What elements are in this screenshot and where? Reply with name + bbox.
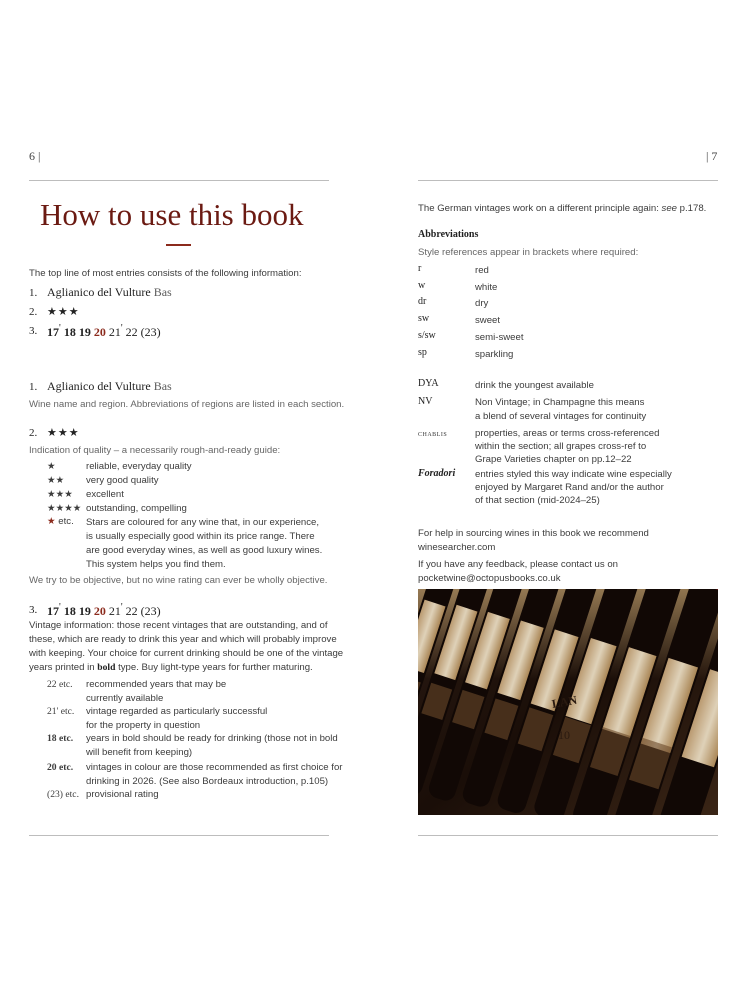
feedback-text-line: If you have any feedback, please contact us on xyxy=(418,559,619,570)
section-number: 1. xyxy=(29,381,38,393)
section-number: 3. xyxy=(29,604,38,616)
style-value: sparkling xyxy=(475,349,514,360)
style-value: red xyxy=(475,265,489,276)
foradori-value-line: entries styled this way indicate wine especially xyxy=(475,469,672,480)
feedback-email: pocketwine@octopusbooks.co.uk xyxy=(418,573,561,584)
style-value: white xyxy=(475,282,498,293)
section1-desc: Wine name and region. Abbreviations of regions are listed in each section. xyxy=(29,399,345,410)
rating-symbol: ★ xyxy=(47,461,56,472)
coloured-star-key: ★ etc. xyxy=(47,516,74,527)
title-underline xyxy=(166,244,191,246)
foradori-key: Foradori xyxy=(418,468,456,479)
legend-key: 18 etc. xyxy=(47,733,74,744)
style-value: sweet xyxy=(475,315,501,326)
rating-symbol: ★★★★ xyxy=(47,503,82,514)
vintage-example: 17' 18 19 20 21' 22 (23) xyxy=(47,323,161,339)
item-number: 2. xyxy=(29,306,38,318)
section3-desc-line: years printed in bold type. Buy light-type years for further maturing. xyxy=(29,662,313,673)
help-text-line: winesearcher.com xyxy=(418,542,496,553)
abbreviations-intro: Style references appear in brackets where required: xyxy=(418,247,639,258)
rating-text: outstanding, compelling xyxy=(86,503,187,514)
style-value: semi-sweet xyxy=(475,332,524,343)
help-text-line: For help in sourcing wines in this book we recommend xyxy=(418,528,649,539)
section-number: 2. xyxy=(29,427,38,439)
style-key: dr xyxy=(418,296,427,307)
chablis-value-line: Grape Varieties chapter on pp.12–22 xyxy=(475,454,632,465)
section3-desc-line: with keeping. Your choice for current drinking should be one of the vintage xyxy=(29,648,344,659)
right-bottom-rule xyxy=(418,835,718,836)
coloured-star-desc-line: are good everyday wines, as well as good luxury wines. xyxy=(86,545,323,556)
section3-desc-line: these, which are ready to drink this year and which will probably improve xyxy=(29,634,337,645)
nv-value-line: Non Vintage; in Champagne this means xyxy=(475,397,645,408)
legend-line: for the property in question xyxy=(86,720,201,731)
rating-text: excellent xyxy=(86,489,124,500)
section3-desc-line: Vintage information: those recent vintages that are outstanding, and of xyxy=(29,620,328,631)
intro-text: The top line of most entries consists of the following information: xyxy=(29,268,302,279)
objective-note: We try to be objective, but no wine rating can ever be wholly objective. xyxy=(29,575,328,586)
foradori-value-line: of that section (mid-2024–25) xyxy=(475,495,600,506)
legend-key: 21' etc. xyxy=(47,706,75,717)
legend-line: drinking in 2026. (See also Bordeaux introduction, p.105) xyxy=(86,776,329,787)
style-key: r xyxy=(418,263,422,274)
legend-line: will benefit from keeping) xyxy=(86,747,193,758)
style-key: w xyxy=(418,280,426,291)
coloured-star-desc-line: This system helps you find them. xyxy=(86,559,226,570)
style-value: dry xyxy=(475,298,489,309)
legend-key: 20 etc. xyxy=(47,762,74,773)
left-top-rule xyxy=(29,180,329,181)
style-key: sp xyxy=(418,347,427,358)
style-key: sw xyxy=(418,313,430,324)
section3-vintages: 17' 18 19 20 21' 22 (23) xyxy=(47,602,161,618)
nv-value-line: a blend of several vintages for continuity xyxy=(475,411,647,422)
page-title: How to use this book xyxy=(40,197,304,232)
legend-key: (23) etc. xyxy=(47,789,79,800)
nv-key: NV xyxy=(418,396,433,407)
item-number: 1. xyxy=(29,287,38,299)
left-bottom-rule xyxy=(29,835,329,836)
german-vintages-note: The German vintages work on a different principle again: see p.178. xyxy=(418,203,707,214)
stars-example: ★★★ xyxy=(47,306,80,318)
legend-key: 22 etc. xyxy=(47,679,73,690)
legend-line: vintage regarded as particularly successful xyxy=(86,706,268,717)
legend-line: provisional rating xyxy=(86,789,159,800)
legend-line: recommended years that may be xyxy=(86,679,227,690)
rating-symbol: ★★ xyxy=(47,475,65,486)
section1-heading: Aglianico del Vulture Bas xyxy=(47,379,172,393)
legend-line: years in bold should be ready for drinking (those not in bold xyxy=(86,733,338,744)
bottle-label-text: LAN xyxy=(550,692,579,711)
coloured-star-desc-line: Stars are coloured for any wine that, in our experience, xyxy=(86,517,320,528)
dya-value: drink the youngest available xyxy=(475,380,594,391)
right-page-number: | 7 xyxy=(706,149,718,163)
rating-symbol: ★★★ xyxy=(47,489,73,500)
rating-text: reliable, everyday quality xyxy=(86,461,192,472)
item-number: 3. xyxy=(29,325,38,337)
chablis-value-line: within the section; all grapes cross-ref to xyxy=(475,441,647,452)
bottle-label-number: 10 xyxy=(558,728,570,742)
section2-stars: ★★★ xyxy=(47,427,80,439)
style-key: s/sw xyxy=(418,330,436,341)
legend-line: vintages in colour are those recommended as first choice for xyxy=(86,762,343,773)
foradori-value-line: enjoyed by Margaret Rand and/or the author xyxy=(475,482,664,493)
chablis-key: chablis xyxy=(418,428,448,438)
wine-name-example: Aglianico del Vulture Bas xyxy=(47,285,172,299)
abbreviations-heading: Abbreviations xyxy=(418,229,479,240)
right-top-rule xyxy=(418,180,718,181)
chablis-value-line: properties, areas or terms cross-referenced xyxy=(475,428,660,439)
dya-key: DYA xyxy=(418,378,439,389)
rating-text: very good quality xyxy=(86,475,159,486)
wine-bottles-photo xyxy=(418,589,718,815)
left-page-number: 6 | xyxy=(29,149,41,163)
legend-line: currently available xyxy=(86,693,164,704)
section2-desc: Indication of quality – a necessarily rough-and-ready guide: xyxy=(29,445,281,456)
coloured-star-desc-line: is usually especially good within its price range. There xyxy=(86,531,315,542)
